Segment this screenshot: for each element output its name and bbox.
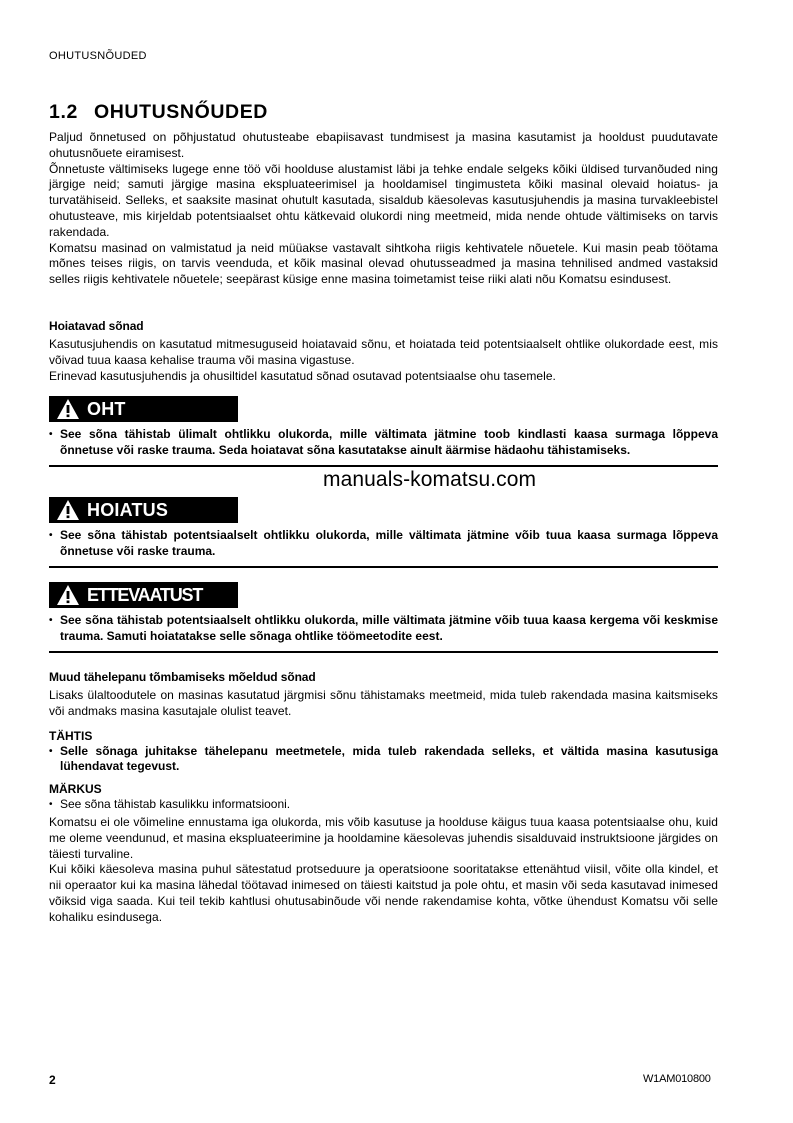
- other-words-heading: Muud tähelepanu tõmbamiseks mõeldud sõnad: [49, 670, 316, 684]
- warning-triangle-icon: [56, 584, 80, 606]
- danger-label: [49, 396, 238, 422]
- warning-words-heading: Hoiatavad sõnad: [49, 319, 144, 333]
- signal-warning: [49, 497, 718, 568]
- bullet-icon: •: [49, 615, 53, 626]
- warning-description: • See sõna tähistab potentsiaalselt ohtlikku olukorda, mille vältimata jätmine võib tuua kaasa surmaga lõppeva õnnetuse või raske trauma.: [49, 528, 718, 558]
- signal-caution: [49, 582, 718, 653]
- warning-words-paragraph: Erinevad kasutusjuhendis ja ohusiltidel kasutatud sõnad osutavad potentsiaalse ohu tasemele.: [49, 368, 556, 383]
- warning-triangle-icon: [56, 499, 80, 521]
- section-title: [49, 101, 268, 124]
- intro-paragraph: Paljud õnnetused on põhjustatud ohutusteabe ebapiisavast tundmisest ja masina kasutamist ja hooldust puudutavate ohutusnõuete eiramisest.: [49, 130, 718, 160]
- divider: [49, 651, 718, 653]
- section-title-text: OHUTUSNŐUDED: [93, 101, 268, 123]
- intro-paragraph: Komatsu masinad on valmistatud ja neid müüakse vastavalt sihtkoha riigis kehtivatele nõuetele. Kui masin peab töötama mõnes teises riigis, on tarvis veenduda, et kõik masinal olevad ohutusseadmed ja masina tehnilised andmed vastaksid selles riigis kehtivatele nõuetele; seepärast küsige enne masina toimetamist teise riiki alati nõu Komatsu esindusest.: [49, 240, 718, 287]
- intro-paragraph: Õnnetuste vältimiseks lugege enne töö või hoolduse alustamist läbi ja tehke endale selgeks kõiki üldised turvanõuded ning järgige neid; samuti järgige masina ekspluateerimisel ja hooldamisel tingimusteta kõiki masinal olevaid hoiatus- ja turvatähiseid. Selleks, et saaksite masinat ohutult kasutada, sisaldub käesolevas kasutusjuhendis ja masina turvakleebistel ohutusteave, mis kirjeldab potentsiaalset ohtu kätkevaid olukordi ning meetmeid, mida nende ohtude vältimiseks on tarvis rakendada.: [49, 161, 718, 239]
- divider: [49, 566, 718, 568]
- warning-label-text: HOIATUS: [87, 499, 169, 520]
- page-number: 2: [49, 1073, 56, 1087]
- other-words-section: [49, 670, 718, 813]
- document-code: W1AM010800: [643, 1073, 711, 1085]
- remark-label: MÄRKUS: [49, 782, 102, 797]
- running-header: OHUTUSNÕUDED: [49, 50, 147, 62]
- warning-words-paragraph: Kasutusjuhendis on kasutatud mitmesuguseid hoiatavaid sõnu, et hoiatada teid potentsiaalselt ohtlike olukordade eest, mis võivad tuua kaasa kehalise trauma või masina vigastuse.: [49, 337, 718, 367]
- important-description: • Selle sõnaga juhitakse tähelepanu meetmetele, mida tuleb rakendada selleks, et vältida masina kasutusiga lühendavat tegevust.: [49, 743, 718, 774]
- remark-description: • See sõna tähistab kasulikku informatsiooni.: [49, 797, 291, 812]
- bullet-icon: •: [49, 530, 53, 541]
- caution-description: • See sõna tähistab potentsiaalselt ohtlikku olukorda, mille vältimata jätmine võib tuua kaasa kergema või keskmise trauma. Samuti hoiatatakse selle sõnaga ohtlike töömeetodite eest.: [49, 613, 718, 643]
- divider: [49, 465, 718, 467]
- closing-paragraph: Kui kõiki käesoleva masina puhul sätestatud protseduure ja operatsioone sooritatakse ettenähtud viisil, võite olla kindel, et nii operaator kui ka masina lähedal töötavad inimesed on täiesti kaitstud ja pole ohtu, et masin või seda kasutavad inimesed võiksid viga saada. Kui teil tekib kahtlusi ohutusabinõude või nende rakendamise kohta, võtke ühendust Komatsu või selle kohaliku esindusega.: [49, 862, 718, 924]
- section-number: 1.2: [49, 101, 78, 123]
- other-words-paragraph: Lisaks ülaltoodutele on masinas kasutatud järgmisi sõnu tähistamaks meetmeid, mida tuleb rakendada masina kaitsmiseks või andmaks masina kasutajale olulist teavet.: [49, 688, 718, 718]
- closing-block: [49, 815, 718, 926]
- signal-danger: [49, 396, 718, 467]
- watermark: manuals-komatsu.com: [323, 468, 537, 491]
- caution-label: [49, 582, 238, 608]
- closing-paragraph: Komatsu ei ole võimeline ennustama iga olukorda, mis võib kasutuse ja hoolduse käigus tuua kaasa potentsiaalse ohu, kuid me oleme veendunud, et masina ekspluateerimine ja hooldamine käesolevas juhendis sisalduvaid instruktsioone järgides on täiesti turvaline.: [49, 815, 718, 861]
- bullet-icon: •: [49, 799, 53, 811]
- warning-words-section: [49, 319, 718, 384]
- bullet-icon: •: [49, 429, 53, 440]
- warning-triangle-icon: [56, 398, 80, 420]
- important-label: TÄHTIS: [49, 728, 93, 743]
- danger-label-text: OHT: [87, 398, 126, 419]
- bullet-icon: •: [49, 745, 53, 757]
- intro-block: [49, 130, 718, 288]
- caution-label-text: ETTEVAATUST: [87, 584, 203, 605]
- warning-label: [49, 497, 238, 523]
- danger-description: • See sõna tähistab ülimalt ohtlikku olukorda, mille vältimata jätmine toob kindlasti kaasa surmaga lõppeva õnnetuse või raske trauma. Seda hoiatavat sõna kasutatakse ainult äärmise hädaohu tähistamiseks.: [49, 427, 718, 457]
